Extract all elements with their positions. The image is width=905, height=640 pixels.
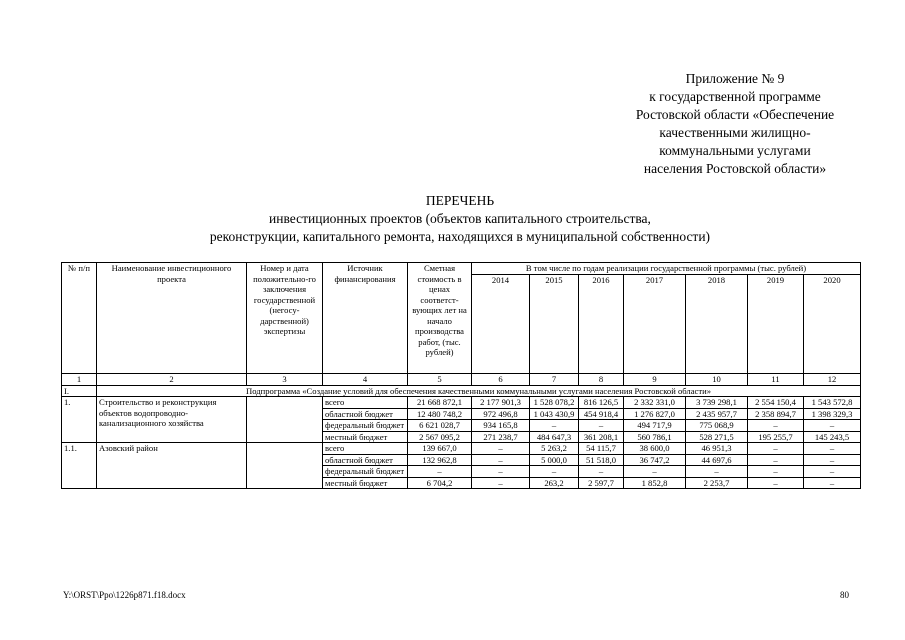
year-cell: 5 000,0 — [530, 454, 579, 466]
year-cell: 816 126,5 — [579, 397, 624, 409]
header-year: 2017 — [624, 274, 686, 374]
project-name: Строительство и реконструкция объектов водопроводно-канализационного хозяйства — [97, 397, 247, 443]
table-row — [62, 397, 861, 409]
project-num: 1. — [62, 397, 97, 443]
year-cell: – — [530, 466, 579, 478]
header-row — [62, 263, 861, 275]
cost-cell: 21 668 872,1 — [408, 397, 472, 409]
subprogram-num: I. — [62, 385, 97, 397]
cost-cell: – — [408, 466, 472, 478]
appendix-line: Приложение № 9 — [685, 71, 785, 86]
year-cell: 2 177 901,3 — [472, 397, 530, 409]
col-number: 12 — [804, 374, 861, 386]
header-year: 2020 — [804, 274, 861, 374]
col-number: 9 — [624, 374, 686, 386]
year-cell: 36 747,2 — [624, 454, 686, 466]
title-line-1: инвестиционных проектов (объектов капитального строительства, — [269, 211, 651, 226]
year-cell: – — [530, 420, 579, 432]
year-cell: – — [579, 466, 624, 478]
year-cell: 2 358 894,7 — [748, 408, 804, 420]
header-year: 2014 — [472, 274, 530, 374]
cost-cell: 6 704,2 — [408, 477, 472, 489]
funding-source: местный бюджет — [323, 477, 408, 489]
appendix-line: населения Ростовской области» — [643, 161, 827, 176]
title-line-2: реконструкции, капитального ремонта, находящихся в муниципальной собственности) — [209, 229, 711, 244]
header-year: 2015 — [530, 274, 579, 374]
year-cell: 560 786,1 — [624, 431, 686, 443]
header-cost: Сметная стоимость в ценах соответст-вующих лет на начало производства работ, (тыс. рублей) — [408, 263, 472, 374]
col-number: 4 — [323, 374, 408, 386]
appendix-block — [560, 70, 905, 178]
col-number: 2 — [97, 374, 247, 386]
year-cell: – — [686, 466, 748, 478]
year-cell: 2 554 150,4 — [748, 397, 804, 409]
year-cell: – — [748, 477, 804, 489]
year-cell: 46 951,3 — [686, 443, 748, 455]
year-cell: – — [748, 454, 804, 466]
year-cell: 38 600,0 — [624, 443, 686, 455]
year-cell: – — [748, 443, 804, 455]
document-title — [60, 192, 860, 246]
year-cell: 195 255,7 — [748, 431, 804, 443]
col-number: 3 — [247, 374, 323, 386]
appendix-line: Ростовской области «Обеспечение — [635, 107, 835, 122]
project-expertise — [247, 397, 323, 443]
year-cell: – — [804, 443, 861, 455]
year-cell: – — [472, 443, 530, 455]
funding-source: областной бюджет — [323, 408, 408, 420]
project-name: Азовский район — [97, 443, 247, 489]
table-row — [62, 443, 861, 455]
funding-source: федеральный бюджет — [323, 420, 408, 432]
year-cell: 484 647,3 — [530, 431, 579, 443]
cost-cell: 12 480 748,2 — [408, 408, 472, 420]
funding-source: всего — [323, 397, 408, 409]
header-year: 2016 — [579, 274, 624, 374]
file-path: Y:\ORST\Ppo\1226p871.f18.docx — [63, 590, 186, 600]
col-number: 11 — [748, 374, 804, 386]
header-years-group: В том числе по годам реализации государственной программы (тыс. рублей) — [472, 263, 861, 275]
funding-source: областной бюджет — [323, 454, 408, 466]
year-cell: 51 518,0 — [579, 454, 624, 466]
year-cell: 1 852,8 — [624, 477, 686, 489]
year-cell: – — [804, 454, 861, 466]
year-cell: – — [748, 420, 804, 432]
appendix-line: к государственной программе — [649, 89, 821, 104]
year-cell: 44 697,6 — [686, 454, 748, 466]
cost-cell: 139 667,0 — [408, 443, 472, 455]
subprogram-title: Подпрограмма «Создание условий для обеспечения качественными коммунальными услугами населения Ростовской области» — [97, 385, 861, 397]
page-number: 80 — [840, 590, 849, 600]
col-number: 1 — [62, 374, 97, 386]
header-num: № п/п — [62, 263, 97, 374]
year-cell: – — [804, 477, 861, 489]
header-name: Наименование инвестиционного проекта — [97, 263, 247, 374]
year-cell: 2 253,7 — [686, 477, 748, 489]
year-cell: 528 271,5 — [686, 431, 748, 443]
col-number: 5 — [408, 374, 472, 386]
funding-source: федеральный бюджет — [323, 466, 408, 478]
header-year: 2018 — [686, 274, 748, 374]
col-number: 6 — [472, 374, 530, 386]
year-cell: 54 115,7 — [579, 443, 624, 455]
year-cell: – — [748, 466, 804, 478]
year-cell: 972 496,8 — [472, 408, 530, 420]
year-cell: – — [472, 477, 530, 489]
year-cell: 1 543 572,8 — [804, 397, 861, 409]
year-cell: 1 043 430,9 — [530, 408, 579, 420]
year-cell: 1 276 827,0 — [624, 408, 686, 420]
year-cell: – — [579, 420, 624, 432]
project-expertise — [247, 443, 323, 489]
col-number: 8 — [579, 374, 624, 386]
funding-source: местный бюджет — [323, 431, 408, 443]
cost-cell: 132 962,8 — [408, 454, 472, 466]
year-cell: – — [472, 454, 530, 466]
year-cell: 454 918,4 — [579, 408, 624, 420]
appendix-line: коммунальными услугами — [659, 143, 811, 158]
col-number: 10 — [686, 374, 748, 386]
cost-cell: 2 567 095,2 — [408, 431, 472, 443]
year-cell: 263,2 — [530, 477, 579, 489]
title-heading: ПЕРЕЧЕНЬ — [425, 193, 495, 208]
year-cell: – — [624, 466, 686, 478]
year-cell: 3 739 298,1 — [686, 397, 748, 409]
appendix-line: качественными жилищно- — [659, 125, 811, 140]
year-cell: 2 435 957,7 — [686, 408, 748, 420]
year-cell: 934 165,8 — [472, 420, 530, 432]
year-cell: 494 717,9 — [624, 420, 686, 432]
header-expertise: Номер и дата положительно-го заключения государственной (негосу-дарственной) экспертизы — [247, 263, 323, 374]
year-cell: 2 332 331,0 — [624, 397, 686, 409]
funding-source: всего — [323, 443, 408, 455]
year-cell: 2 597,7 — [579, 477, 624, 489]
column-number-row — [62, 374, 861, 386]
year-cell: 361 208,1 — [579, 431, 624, 443]
year-cell: – — [472, 466, 530, 478]
col-number: 7 — [530, 374, 579, 386]
investment-projects-table — [61, 262, 861, 489]
year-cell: – — [804, 466, 861, 478]
year-cell: 271 238,7 — [472, 431, 530, 443]
year-cell: 775 068,9 — [686, 420, 748, 432]
header-source: Источник финансирования — [323, 263, 408, 374]
year-cell: – — [804, 420, 861, 432]
cost-cell: 6 621 028,7 — [408, 420, 472, 432]
header-year: 2019 — [748, 274, 804, 374]
project-num: 1.1. — [62, 443, 97, 489]
year-cell: 1 528 078,2 — [530, 397, 579, 409]
year-cell: 1 398 329,3 — [804, 408, 861, 420]
year-cell: 145 243,5 — [804, 431, 861, 443]
subprogram-row — [62, 385, 861, 397]
year-cell: 5 263,2 — [530, 443, 579, 455]
